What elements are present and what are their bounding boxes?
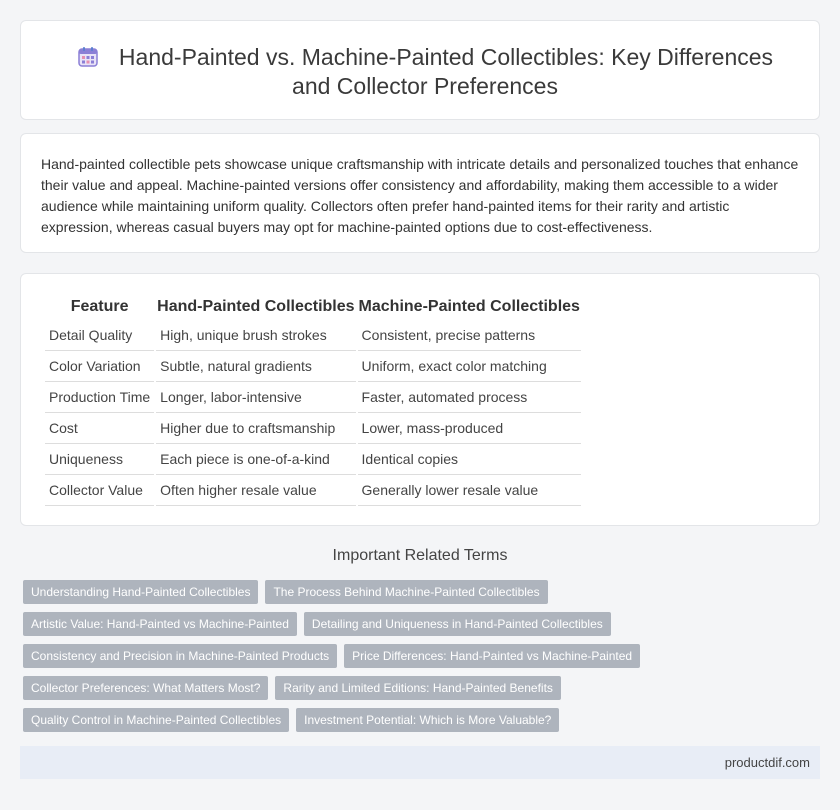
intro-paragraph: Hand-painted collectible pets showcase unique craftsmanship with intricate details and personalized touches that enhance their value and appeal. Machine-painted versions offer consistency and affordability, making them accessible to a wider audience while maintaining uniform quality. Collectors often prefer hand-painted items for their rarity and artistic expression, whereas casual buyers may opt for machine-painted options due to cost-effectiveness. (41, 156, 799, 235)
intro-card (20, 133, 820, 253)
table-cell: Lower, mass-produced (358, 413, 581, 444)
related-terms-heading: Important Related Terms (332, 547, 508, 564)
table-cell: Collector Value (45, 475, 154, 506)
table-row (45, 413, 581, 444)
table-row (45, 444, 581, 475)
footer-site-link[interactable]: productdif.com (724, 755, 810, 770)
related-term-tag[interactable]: Understanding Hand-Painted Collectibles (23, 580, 258, 604)
table-row (45, 351, 581, 382)
table-cell: Consistent, precise patterns (358, 320, 581, 351)
table-cell: Generally lower resale value (358, 475, 581, 506)
page-title (61, 43, 789, 101)
table-cell: Identical copies (358, 444, 581, 475)
related-term-tag[interactable]: Consistency and Precision in Machine-Painted Products (23, 644, 337, 668)
table-cell: Often higher resale value (156, 475, 355, 506)
column-header-feature: Feature (70, 298, 129, 315)
related-term-tag[interactable]: The Process Behind Machine-Painted Collectibles (265, 580, 547, 604)
related-term-tag[interactable]: Collector Preferences: What Matters Most? (23, 676, 268, 700)
table-row (45, 382, 581, 413)
table-cell: Longer, labor-intensive (156, 382, 355, 413)
footer (20, 746, 820, 779)
table-cell: Uniform, exact color matching (358, 351, 581, 382)
related-term-tag[interactable]: Rarity and Limited Editions: Hand-Painted Benefits (275, 676, 560, 700)
table-cell: Cost (45, 413, 154, 444)
tag-row (23, 612, 813, 636)
table-cell: Each piece is one-of-a-kind (156, 444, 355, 475)
table-cell: Uniqueness (45, 444, 154, 475)
table-cell: Production Time (45, 382, 154, 413)
table-row (45, 475, 581, 506)
table-cell: Detail Quality (45, 320, 154, 351)
tag-row (23, 708, 813, 732)
calendar-icon (77, 46, 99, 68)
table-cell: Subtle, natural gradients (156, 351, 355, 382)
page-title-text: Hand-Painted vs. Machine-Painted Collectibles: Key Differences and Collector Preferences (118, 44, 774, 99)
table-cell: High, unique brush strokes (156, 320, 355, 351)
header-card (20, 20, 820, 120)
table-cell: Faster, automated process (358, 382, 581, 413)
table-cell: Color Variation (45, 351, 154, 382)
column-header-machine-painted: Machine-Painted Collectibles (358, 298, 580, 315)
comparison-table-card (20, 273, 820, 526)
tag-row (23, 580, 813, 604)
table-header-row (45, 294, 581, 320)
related-terms-tags (23, 580, 813, 740)
related-term-tag[interactable]: Price Differences: Hand-Painted vs Machine-Painted (344, 644, 640, 668)
comparison-table (43, 294, 583, 506)
table-cell: Higher due to craftsmanship (156, 413, 355, 444)
related-term-tag[interactable]: Quality Control in Machine-Painted Collectibles (23, 708, 289, 732)
related-term-tag[interactable]: Investment Potential: Which is More Valuable? (296, 708, 559, 732)
table-row (45, 320, 581, 351)
related-term-tag[interactable]: Artistic Value: Hand-Painted vs Machine-Painted (23, 612, 297, 636)
tag-row (23, 676, 813, 700)
column-header-hand-painted: Hand-Painted Collectibles (157, 298, 355, 315)
tag-row (23, 644, 813, 668)
related-term-tag[interactable]: Detailing and Uniqueness in Hand-Painted Collectibles (304, 612, 611, 636)
